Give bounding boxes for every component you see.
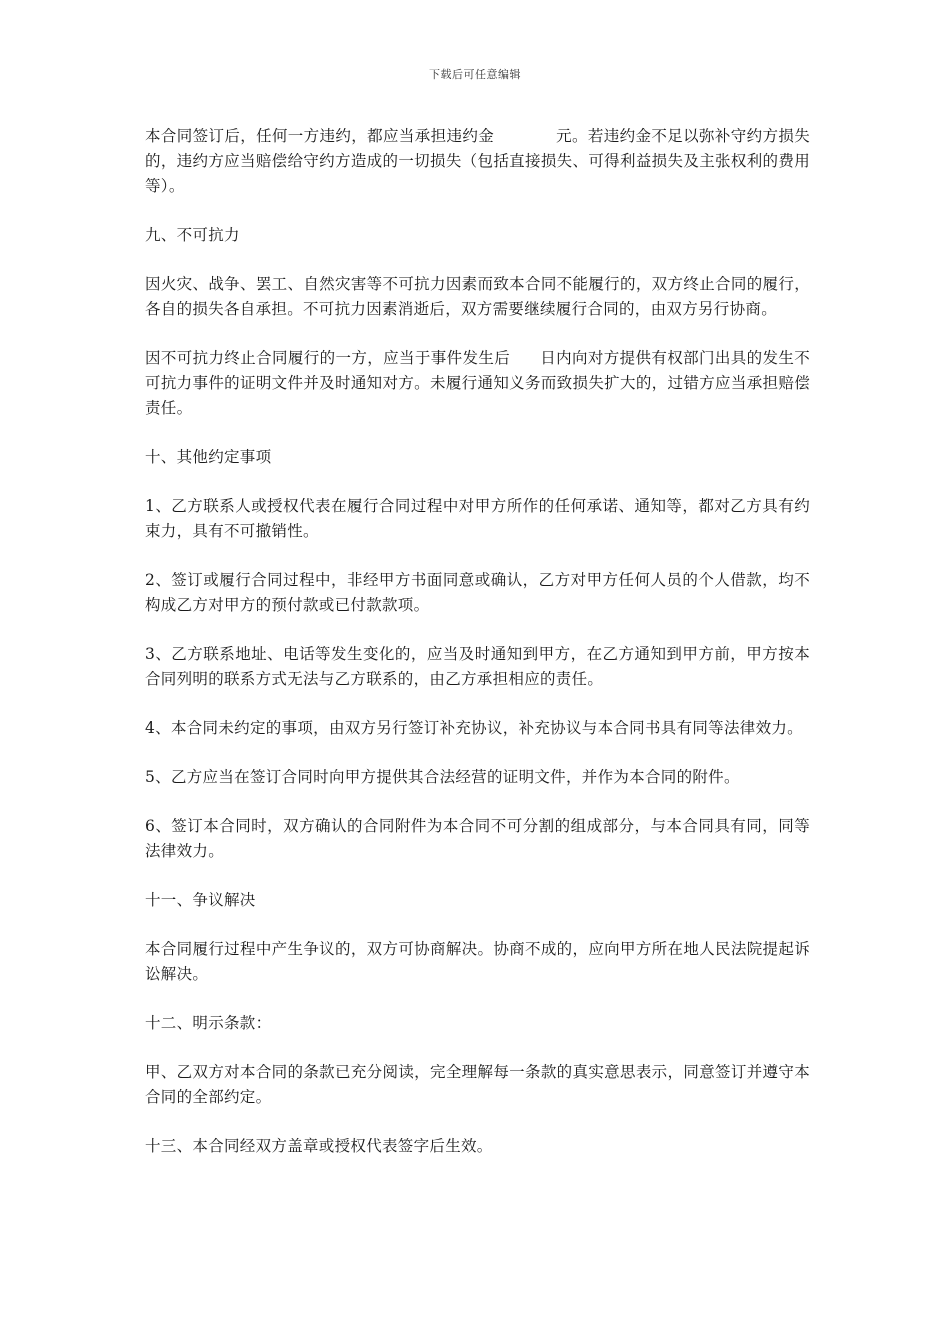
force-majeure-text-end: 日内向对方提供有权部门出具的发生不可抗力事件的证明文件并及时通知对方。未履行通知义务而致损失扩大的，过错方应当承担赔偿责任。 <box>145 349 810 417</box>
penalty-paragraph <box>145 124 810 199</box>
document-body <box>145 124 810 1183</box>
other-terms-item-5: 5、乙方应当在签订合同时向甲方提供其合法经营的证明文件，并作为本合同的附件。 <box>145 768 740 786</box>
force-majeure-text-start: 因不可抗力终止合同履行的一方，应当于事件发生后 <box>145 349 511 367</box>
other-terms-item-1: 1、乙方联系人或授权代表在履行合同过程中对甲方所作的任何承诺、通知等，都对乙方具有约束力，具有不可撤销性。 <box>145 497 810 540</box>
penalty-text-start: 本合同签订后，任何一方违约，都应当承担违约金 <box>145 127 495 145</box>
section-heading-force-majeure: 九、不可抗力 <box>145 226 240 244</box>
explicit-terms-paragraph: 甲、乙双方对本合同的条款已充分阅读，完全理解每一条款的真实意思表示，同意签订并遵守本合同的全部约定。 <box>145 1063 810 1106</box>
other-terms-item-3: 3、乙方联系地址、电话等发生变化的，应当及时通知到甲方，在乙方通知到甲方前，甲方按本合同列明的联系方式无法与乙方联系的，由乙方承担相应的责任。 <box>145 645 810 688</box>
dispute-paragraph: 本合同履行过程中产生争议的，双方可协商解决。协商不成的，应向甲方所在地人民法院提起诉讼解决。 <box>145 940 810 983</box>
section-heading-effectiveness: 十三、本合同经双方盖章或授权代表签字后生效。 <box>145 1137 493 1155</box>
other-terms-item-2: 2、签订或履行合同过程中，非经甲方书面同意或确认，乙方对甲方任何人员的个人借款，均不构成乙方对甲方的预付款或已付款款项。 <box>145 571 810 614</box>
section-heading-dispute: 十一、争议解决 <box>145 891 256 909</box>
force-majeure-paragraph-2 <box>145 346 810 421</box>
page-header-note: 下载后可任意编辑 <box>429 68 521 81</box>
section-heading-other-terms: 十、其他约定事项 <box>145 448 272 466</box>
section-heading-explicit-terms: 十二、明示条款： <box>145 1014 272 1032</box>
penalty-text-end: 元。若违约金不足以弥补守约方损失的，违约方应当赔偿给守约方造成的一切损失（包括直接损失、可得利益损失及主张权利的费用等）。 <box>145 127 810 195</box>
force-majeure-paragraph-1: 因火灾、战争、罢工、自然灾害等不可抗力因素而致本合同不能履行的，双方终止合同的履行，各自的损失各自承担。不可抗力因素消逝后，双方需要继续履行合同的，由双方另行协商。 <box>145 275 810 318</box>
other-terms-item-6: 6、签订本合同时，双方确认的合同附件为本合同不可分割的组成部分，与本合同具有同，同等法律效力。 <box>145 817 810 860</box>
other-terms-item-4: 4、本合同未约定的事项，由双方另行签订补充协议，补充协议与本合同书具有同等法律效力。 <box>145 719 803 737</box>
